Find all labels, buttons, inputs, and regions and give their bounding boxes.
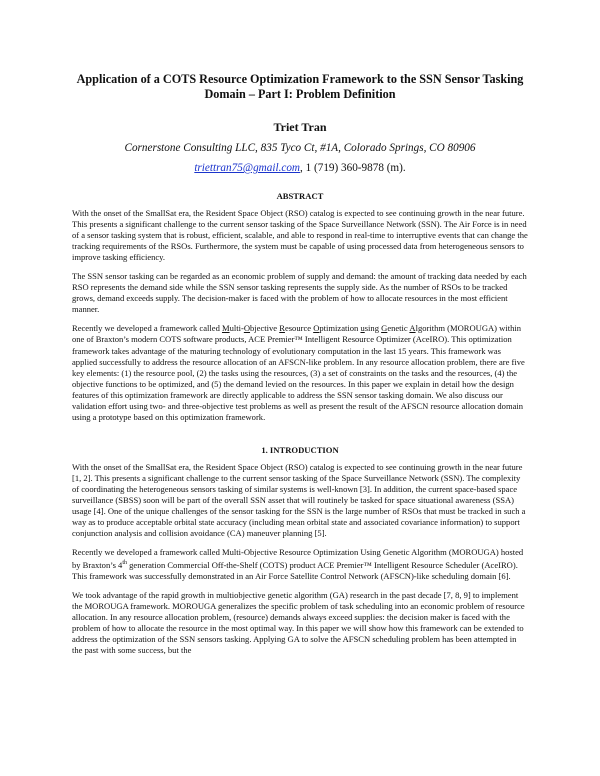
author-name: Triet Tran — [273, 120, 327, 134]
text-span: lgorithm — [415, 323, 446, 334]
title-line-1: Application of a COTS Resource Optimization Framework to the SSN Sensor Tasking — [76, 72, 524, 86]
superscript: th — [122, 560, 128, 567]
text-span: (MOROUGA) within one of Braxton’s modern COTS software products, ACE Premier™ Intelligent Resource Optimizer (AceIRO). This optimization framework takes advantage of the maturing technology of evolutionary computation in the last 15 years. This framework was applied successfully to address the resource allocation of an AFSCN-like problem. In any resource allocation problem, there are five key elements: (1) the resource pool, (2) the tasks using the resources, (3) a set of constraints on the tasks and the resources, (4) the objective functions to be optimized, and (5) the demand levied on the resources. In this paper we explain in detail how the design features of this optimization framework are directly applicable to address the SSN sensor tasking domain. We also discuss our validation effort using two- and three-objective test problems as well as present the result of the AFSCN resource allocation domain using a prototype based on this optimization framework. — [72, 323, 525, 422]
abstract-paragraph-1: With the onset of the SmallSat era, the Resident Space Object (RSO) catalog is expected to see continuing growth in the near future. This presents a significant challenge to the current sensor tasking of the Space Surveillance Network (SSN). The Air Force is in need of a sensor tasking system that is robust, efficient, scalable, and able to respond in real-time to interruptive events that can change the tracking requirements of the RSOs. Furthermore, the system must be capable of using processed data from heterogeneous sensors to improve tasking efficiency. — [72, 208, 528, 263]
paper-title — [72, 72, 528, 102]
title-line-2: Domain – Part I: Problem Definition — [204, 87, 396, 101]
text-span: sing — [364, 323, 382, 334]
abstract-paragraph-3 — [72, 323, 528, 422]
paper-page — [72, 72, 528, 656]
acronym-letter: u — [360, 323, 365, 334]
text-span: Recently we developed a framework called Multi-Objective Resource Optimization Using Genetic Algorithm (MOROUGA) hosted by Braxton’s 4 — [72, 547, 524, 571]
author-affiliation: Cornerstone Consulting LLC, 835 Tyco Ct, #1A, Colorado Springs, CO 80906 — [124, 142, 476, 154]
abstract-paragraph-2: The SSN sensor tasking can be regarded as an economic problem of supply and demand: the amount of tracking data needed by each RSO represents the demand side while the SSN sensor tasking represents the supply side. As the number of RSOs to be tracked grows, demand exceeds supply. The decision-maker is faced with the problem of how to allocate resources in the most efficient manner. — [72, 271, 527, 315]
author-contact — [72, 161, 528, 175]
text-span: Recently we developed a framework called — [72, 323, 222, 334]
abstract-heading: ABSTRACT — [276, 191, 324, 201]
text-span: enetic — [387, 323, 410, 334]
acronym-letter: G — [381, 323, 388, 334]
text-span: ulti- — [229, 323, 244, 334]
phone-text: , 1 (719) 360-9878 (m). — [300, 162, 406, 174]
intro-paragraph-3: We took advantage of the rapid growth in multiobjective genetic algorithm (GA) research in the past decade [7, 8, 9] to implement the MOROUGA framework. MOROUGA generalizes the specific problem of task scheduling into an economic problem of resource allocation. In any resource allocation problem, (resource) demands always exceed supplies: the decision maker is faced with the problem of how to allocate the resource in the most optimal way. In this paper we will show how this framework can be extended to address the optimization of the SSN sensors tasking. Applying GA to solve the AFSCN scheduling problem has been attempted in the past with some success, but the — [72, 590, 525, 656]
acronym-letter: M — [221, 323, 230, 334]
acronym-letter: R — [279, 323, 285, 334]
text-span: esource — [284, 323, 314, 334]
intro-paragraph-1: With the onset of the SmallSat era, the Resident Space Object (RSO) catalog is expected to see continuing growth in the near future [1, 2]. This presents a significant challenge to the current sensor tasking of the Space Surveillance Network (SSN). The complexity of coordinating the heterogeneous sensors tasking of similar systems is well-known [3]. In addition, the current space-based space surveillance (SBSS) soon will be part of the overall SSN asset that will routinely be tasked for space situational awareness (SSA) usage [4]. One of the unique challenges of the sensor tasking for the SSN is the large number of RSOs that must be tracked in such a way as to produce acceptable orbital state accuracy (including mean orbital state and associated covariance information) to support conjunction analysis and collision avoidance (CA) maneuver planning [5]. — [72, 461, 526, 539]
acronym-letter: O — [313, 323, 320, 334]
text-span: ptimization — [319, 323, 361, 334]
acronym-letter: O — [243, 323, 251, 334]
text-span: generation Commercial Off-the-Shelf (COTS) product ACE Premier™ Intelligent Resource Scheduler (AceIRO). This framework was successfully demonstrated in an Air Force Satellite Control Network (AFSCN)-like scheduling domain [6]. — [72, 560, 518, 582]
introduction-heading: 1. INTRODUCTION — [261, 444, 339, 455]
text-span: bjective — [250, 323, 280, 334]
intro-paragraph-2 — [72, 547, 528, 582]
email-link[interactable]: triettran75@gmail.com — [194, 162, 301, 174]
acronym-letter: A — [409, 323, 416, 334]
